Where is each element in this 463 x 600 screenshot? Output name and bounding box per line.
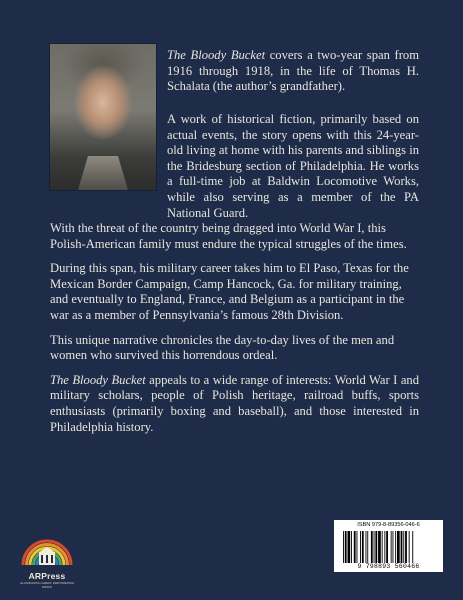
isbn-label: ISBN 979-8-89356-046-6 [357, 522, 420, 528]
publisher-tagline: ILLUMINATING GREAT, EMPOWERING MINDS [19, 581, 75, 589]
intro-text: covers a two-year span from 1916 through 1918, in the life of Thomas H. Schalata (the author’s grandfather). [167, 48, 419, 94]
barcode-bars [343, 531, 437, 563]
military-career-paragraph: During this span, his military career takes him to El Paso, Texas for the Mexican Border Campaign, Camp Hancock, Ga. for military training, and eventually to England, France, and Belgium as a participant in the war as a member of Pennsylvania’s famous 28th Division. [50, 261, 409, 322]
book-title-inline: The Bloody Bucket [167, 48, 266, 62]
appeal-paragraph [50, 373, 419, 435]
photo-collar [78, 156, 128, 190]
synopsis-text: A work of historical fiction, primarily based on actual events, the story opens with this 24-year-old living at home with his parents and siblings in the Bridesburg section of Philadelphia. He works a full-time job at Baldwin Locomotive Works, while also serving as a member of the PA National Guard. [167, 112, 419, 220]
publisher-name: ARPress [28, 571, 66, 581]
rainbow-book-icon [18, 525, 76, 571]
barcode-number: 9 798893 560466 [357, 563, 420, 570]
synopsis-paragraph [167, 112, 419, 230]
publisher-logo [18, 525, 76, 589]
isbn-barcode [334, 520, 443, 572]
author-grandfather-photo [50, 44, 156, 190]
appeal-text: appeals to a wide range of interests: World War I and military scholars, people of Polish heritage, railroad buffs, sports enthusiasts (primarily boxing and baseball), and those interested in Philadelphia history. [50, 372, 420, 434]
book-title-inline-2: The Bloody Bucket [50, 372, 146, 387]
narrative-paragraph: This unique narrative chronicles the day-to-day lives of the men and women who survived this horrendous ordeal. [50, 332, 395, 363]
intro-paragraph [167, 48, 419, 104]
war-threat-paragraph: With the threat of the country being dragged into World War I, this Polish-American family must endure the typical struggles of the times. [50, 221, 407, 251]
description-block [50, 221, 419, 444]
